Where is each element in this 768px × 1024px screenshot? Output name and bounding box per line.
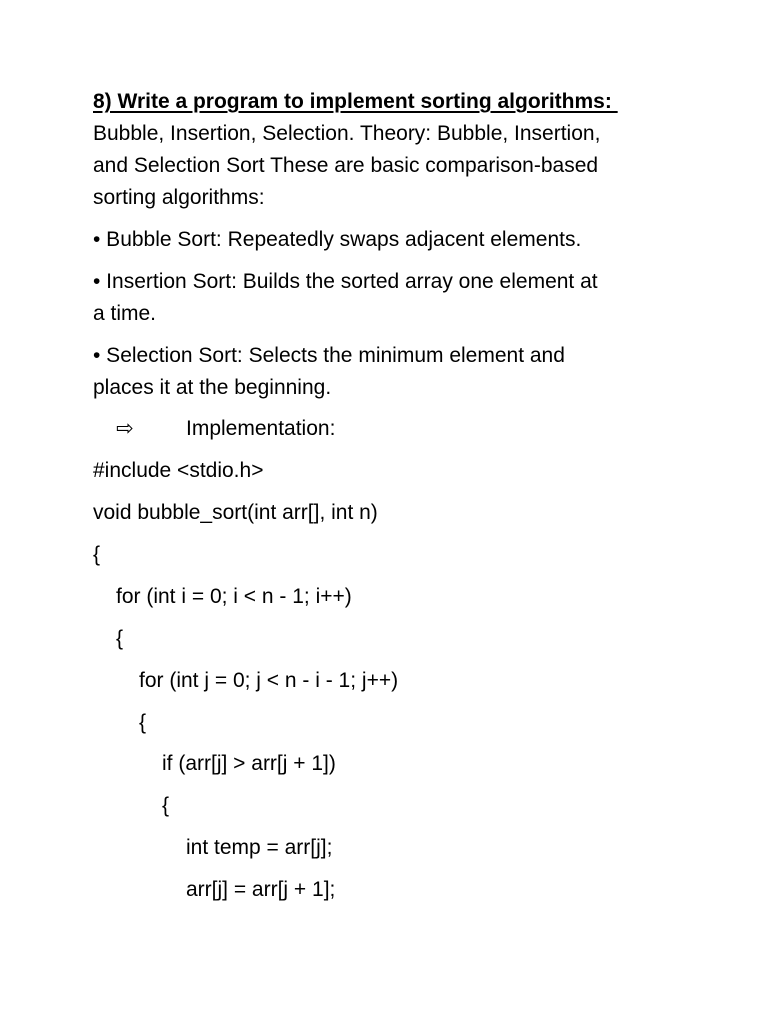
- implementation-label: Implementation:: [186, 417, 336, 440]
- bullet-insertion-sort-line-1: • Insertion Sort: Builds the sorted array one element at: [93, 270, 598, 293]
- bullet-bubble-sort: • Bubble Sort: Repeatedly swaps adjacent elements.: [93, 228, 582, 251]
- code-line-outer-for: for (int i = 0; i < n - 1; i++): [116, 585, 352, 608]
- code-line-swap: arr[j] = arr[j + 1];: [186, 878, 336, 901]
- arrow-right-icon: ⇨: [116, 417, 134, 440]
- code-line-include: #include <stdio.h>: [93, 459, 264, 482]
- theory-line-3: sorting algorithms:: [93, 186, 265, 209]
- code-line-outer-brace: {: [116, 627, 124, 650]
- bullet-selection-sort-line-2: places it at the beginning.: [93, 376, 332, 399]
- theory-line-2: and Selection Sort These are basic comparison-based: [93, 154, 599, 177]
- code-line-inner-brace: {: [139, 711, 147, 734]
- code-line-temp: int temp = arr[j];: [186, 836, 333, 859]
- bullet-selection-sort-line-1: • Selection Sort: Selects the minimum element and: [93, 344, 565, 367]
- code-line-open-brace: {: [93, 543, 101, 566]
- code-line-inner-for: for (int j = 0; j < n - i - 1; j++): [139, 669, 399, 692]
- question-heading: 8) Write a program to implement sorting algorithms:: [93, 90, 618, 113]
- theory-line-1: Bubble, Insertion, Selection. Theory: Bubble, Insertion,: [93, 122, 601, 145]
- bullet-insertion-sort-line-2: a time.: [93, 302, 157, 325]
- code-line-if-brace: {: [162, 794, 170, 817]
- code-line-if: if (arr[j] > arr[j + 1]): [162, 752, 336, 775]
- code-line-function-signature: void bubble_sort(int arr[], int n): [93, 501, 378, 524]
